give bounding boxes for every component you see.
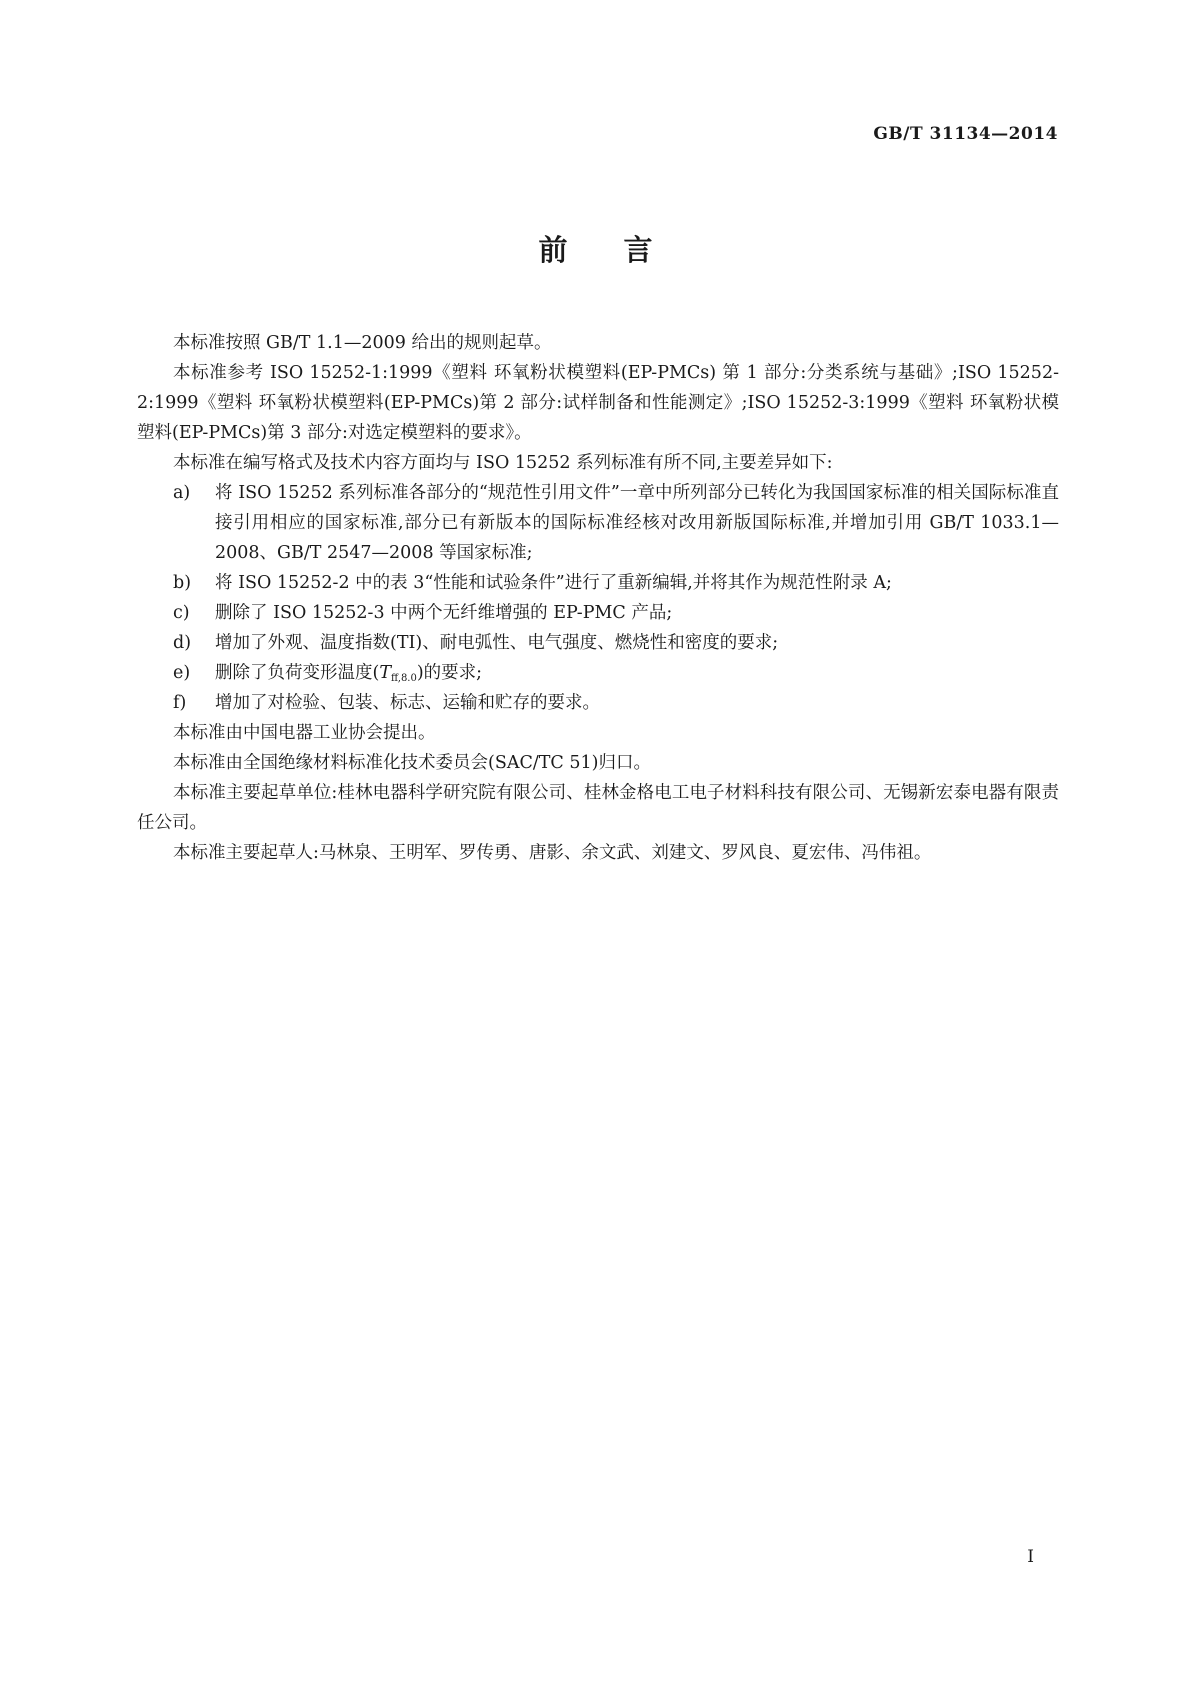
standard-number: GB/T 31134—2014 — [873, 124, 1058, 144]
list-item — [137, 478, 1059, 568]
paragraph-drafting-rules: 本标准按照 GB/T 1.1—2009 给出的规则起草。 — [173, 333, 552, 353]
list-item-text: 删除了 ISO 15252-3 中两个无纤维增强的 EP-PMC 产品; — [215, 603, 673, 623]
temperature-subscript: ff,8.0 — [391, 673, 417, 684]
list-item — [137, 598, 1059, 628]
list-item-text: 增加了外观、温度指数(TI)、耐电弧性、电气强度、燃烧性和密度的要求; — [215, 633, 779, 653]
list-item — [137, 688, 1059, 718]
list-marker: d) — [173, 633, 192, 653]
list-item-text: 将 ISO 15252 系列标准各部分的“规范性引用文件”一章中所列部分已转化为我国国家标准的相关国际标准直接引用相应的国家标准,部分已有新版本的国际标准经核对改用新版国际标准,并增加引用 GB/T 1033.1—2008、GB/T 2547—2008 等国家标准; — [215, 483, 1059, 563]
list-marker: b) — [173, 573, 192, 593]
list-item — [137, 628, 1059, 658]
page-number: I — [1027, 1547, 1034, 1567]
temperature-symbol: T — [379, 663, 392, 683]
list-marker: e) — [173, 663, 191, 683]
list-marker: a) — [173, 483, 191, 503]
list-item-text: 增加了对检验、包装、标志、运输和贮存的要求。 — [215, 693, 600, 713]
list-marker: c) — [173, 603, 190, 623]
page-title: 前言 — [538, 233, 709, 267]
paragraph-references: 本标准参考 ISO 15252-1:1999《塑料 环氧粉状模塑料(EP-PMCs) 第 1 部分:分类系统与基础》;ISO 15252-2:1999《塑料 环氧粉状模塑料(EP-PMCs)第 2 部分:试样制备和性能测定》;ISO 15252-3:1999《塑料 环氧粉状模塑料(EP-PMCs)第 3 部分:对选定模塑料的要求》。 — [137, 363, 1059, 443]
list-marker: f) — [173, 693, 187, 713]
paragraph-differences-intro: 本标准在编写格式及技术内容方面均与 ISO 15252 系列标准有所不同,主要差异如下: — [173, 453, 833, 473]
list-item-text: 将 ISO 15252-2 中的表 3“性能和试验条件”进行了重新编辑,并将其作为规范性附录 A; — [215, 573, 892, 593]
paragraph-drafters: 本标准主要起草人:马林泉、王明军、罗传勇、唐影、余文武、刘建文、罗风良、夏宏伟、冯伟祖。 — [173, 843, 932, 863]
paragraph-drafting-units: 本标准主要起草单位:桂林电器科学研究院有限公司、桂林金格电工电子材料科技有限公司、无锡新宏泰电器有限责任公司。 — [137, 783, 1059, 833]
list-item — [137, 658, 1059, 688]
text-after-symbol: )的要求; — [416, 663, 483, 683]
list-item-text — [215, 658, 1059, 688]
list-item — [137, 568, 1059, 598]
paragraph-committee: 本标准由全国绝缘材料标准化技术委员会(SAC/TC 51)归口。 — [173, 753, 651, 773]
text-before-symbol: 删除了负荷变形温度( — [215, 663, 380, 683]
paragraph-proposer: 本标准由中国电器工业协会提出。 — [173, 723, 436, 743]
foreword-body — [137, 328, 1059, 868]
